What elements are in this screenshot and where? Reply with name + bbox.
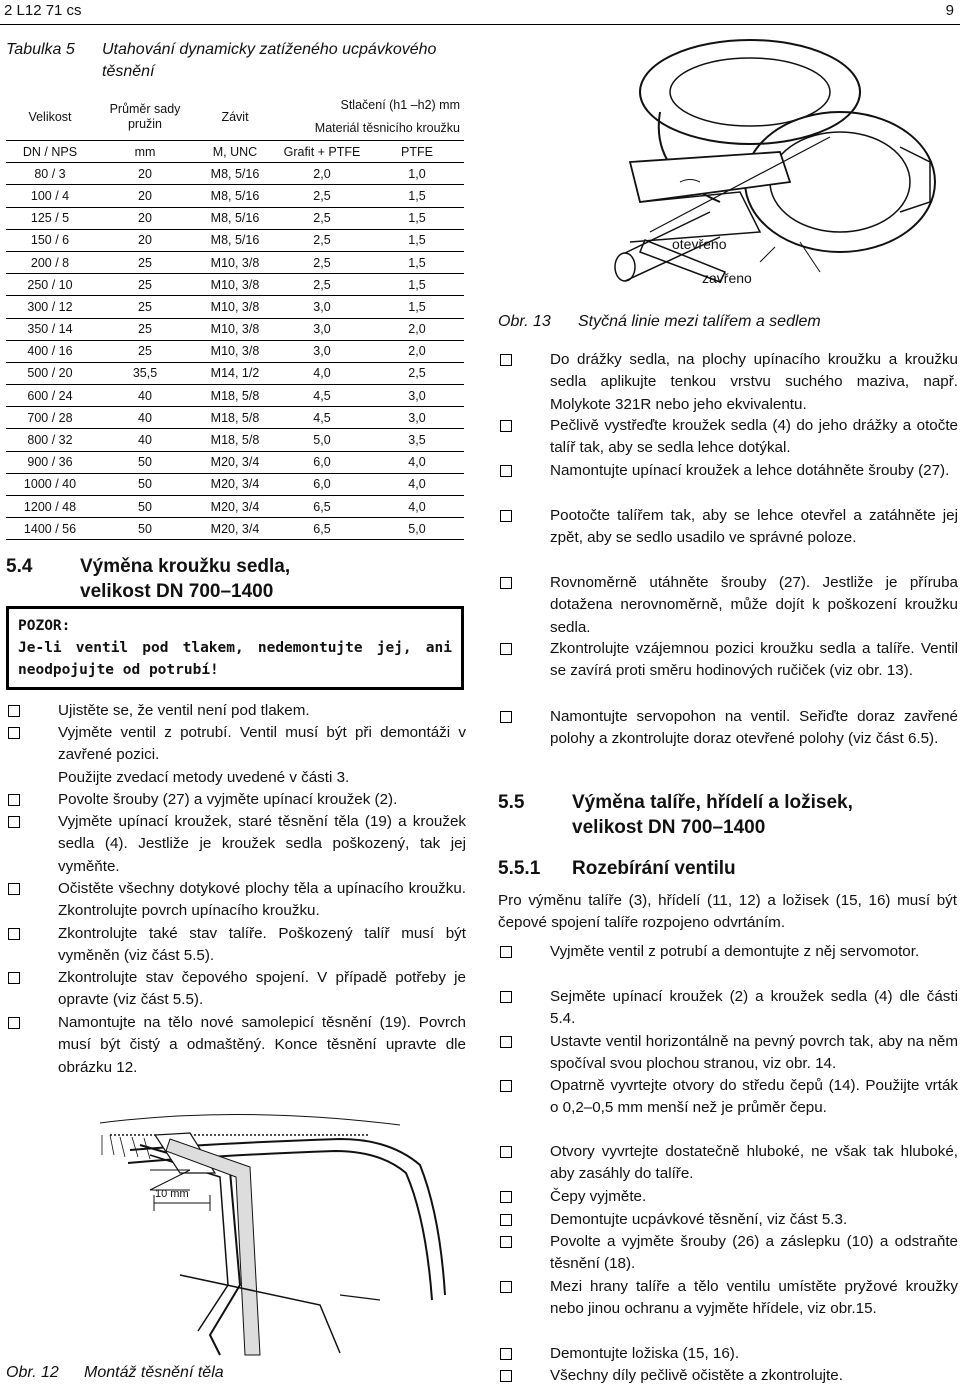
list-item: Vyjměte ventil z potrubí. Ventil musí být při demontáži v zavřené pozici. xyxy=(58,724,466,764)
checkbox-icon xyxy=(8,928,20,940)
list-item: Povolte a vyjměte šrouby (26) a záslepku (10) a odstraňte těsnění (18). xyxy=(550,1233,958,1273)
list-item: Zkontrolujte také stav talíře. Poškozený talíř musí být vyměněn (viz část 5.5). xyxy=(58,925,466,965)
table-cell: M10, 3/8 xyxy=(196,251,274,273)
list-item: Pootočte talířem tak, aby se lehce otevřel a zatáhněte jej zpět, aby se sedlo usadilo ve správné poloze. xyxy=(550,507,958,547)
section-5-5-1-number: 5.5.1 xyxy=(498,858,541,879)
table-cell: 500 / 20 xyxy=(6,362,94,384)
list-item: Zkontrolujte stav čepového spojení. V případě potřeby je opravte (viz část 5.5). xyxy=(58,969,466,1009)
checkbox-icon xyxy=(500,354,512,366)
th-springs: Průměr sady pružin xyxy=(94,94,196,141)
table-cell: M20, 3/4 xyxy=(196,518,274,540)
checkbox-icon xyxy=(8,1017,20,1029)
table-cell: 350 / 14 xyxy=(6,318,94,340)
table-row xyxy=(6,407,464,429)
table-row xyxy=(6,385,464,407)
table-cell: M10, 3/8 xyxy=(196,274,274,296)
table-cell: 100 / 4 xyxy=(6,185,94,207)
table-cell: 40 xyxy=(94,385,196,407)
list-item: Pečlivě vystřeďte kroužek sedla (4) do jeho drážky a otočte talíř tak, aby se sedla lehce dotýkal. xyxy=(550,417,958,457)
table-cell: 35,5 xyxy=(94,362,196,384)
doc-code: 2 L12 71 cs xyxy=(4,2,82,19)
checkbox-icon xyxy=(500,1348,512,1360)
table-cell: 700 / 28 xyxy=(6,407,94,429)
table-cell: 800 / 32 xyxy=(6,429,94,451)
checkbox-icon xyxy=(500,1281,512,1293)
table-row xyxy=(6,429,464,451)
table-cell: 5,0 xyxy=(274,429,370,451)
figure-12-caption: Montáž těsnění těla xyxy=(84,1364,224,1381)
table-cell: 2,5 xyxy=(274,207,370,229)
table-cell: 3,0 xyxy=(370,407,464,429)
table-cell: M20, 3/4 xyxy=(196,473,274,495)
list-item: Namontujte upínací kroužek a lehce dotáhněte šrouby (27). xyxy=(550,462,950,479)
unit-cell: mm xyxy=(94,141,196,163)
list-item: Ujistěte se, že ventil není pod tlakem. xyxy=(58,702,310,719)
table-cell: M8, 5/16 xyxy=(196,185,274,207)
table-cell: 2,5 xyxy=(274,274,370,296)
table-row xyxy=(6,251,464,273)
checkbox-icon xyxy=(8,972,20,984)
th-thread: Závit xyxy=(196,94,274,141)
table-cell: M10, 3/8 xyxy=(196,340,274,362)
unit-cell: Grafit + PTFE xyxy=(274,141,370,163)
table-row xyxy=(6,207,464,229)
table-cell: 3,0 xyxy=(274,296,370,318)
checkbox-icon xyxy=(8,794,20,806)
table-cell: 1,0 xyxy=(370,163,464,185)
table-cell: 2,5 xyxy=(274,185,370,207)
table-cell: 3,0 xyxy=(274,340,370,362)
table-cell: 4,0 xyxy=(370,496,464,518)
table-cell: M8, 5/16 xyxy=(196,163,274,185)
section-5-4-title-line2: velikost DN 700–1400 xyxy=(80,581,274,602)
table-cell: 50 xyxy=(94,473,196,495)
table-cell: 25 xyxy=(94,251,196,273)
checkbox-icon xyxy=(500,510,512,522)
list-item: Vyjměte upínací kroužek, staré těsnění těla (19) a kroužek sedla (4). Jestliže je kroužek sedla poškozený, tak jej vyměňte. xyxy=(58,813,466,875)
dimension-label: 10 mm xyxy=(155,1188,189,1200)
table-cell: 40 xyxy=(94,429,196,451)
table-cell: 6,0 xyxy=(274,473,370,495)
units-row xyxy=(6,141,464,163)
table-cell: 1,5 xyxy=(370,251,464,273)
closed-label: zavřeno xyxy=(702,270,752,286)
table-cell: M8, 5/16 xyxy=(196,229,274,251)
list-item: Opatrně vyvrtejte otvory do středu čepů (14). Použijte vrták o 0,2–0,5 mm menší než je průměr čepu. xyxy=(550,1077,958,1117)
checkbox-icon xyxy=(500,946,512,958)
table-cell: 900 / 36 xyxy=(6,451,94,473)
table-cell: 25 xyxy=(94,296,196,318)
unit-cell: M, UNC xyxy=(196,141,274,163)
section-5-5-title-line2: velikost DN 700–1400 xyxy=(572,817,766,838)
table-cell: 25 xyxy=(94,318,196,340)
list-item: Použijte zvedací metody uvedené v části 3. xyxy=(58,769,350,786)
table-cell: M10, 3/8 xyxy=(196,296,274,318)
table-cell: 2,0 xyxy=(370,318,464,340)
table-cell: M14, 1/2 xyxy=(196,362,274,384)
table-cell: 3,0 xyxy=(370,385,464,407)
table-cell: M18, 5/8 xyxy=(196,385,274,407)
list-item: Mezi hrany talíře a tělo ventilu umístěte pryžové kroužky nebo jinou ochranu a vyjměte hřídele, viz obr.15. xyxy=(550,1278,958,1318)
list-item: Ustavte ventil horizontálně na pevný povrch tak, aby na něm spočíval svou plochou stranou, viz obr. 14. xyxy=(550,1033,958,1073)
checkbox-icon xyxy=(500,1191,512,1203)
checkbox-icon xyxy=(8,727,20,739)
checkbox-icon xyxy=(500,465,512,477)
th-material: Materiál těsnicího kroužku xyxy=(274,117,464,141)
section-5-5-1-title: Rozebírání ventilu xyxy=(572,858,736,879)
table-cell: 2,0 xyxy=(274,163,370,185)
checkbox-icon xyxy=(8,705,20,717)
table-row xyxy=(6,518,464,540)
th-size: Velikost xyxy=(6,94,94,141)
list-item: Demontujte ložiska (15, 16). xyxy=(550,1345,740,1362)
table-cell: 50 xyxy=(94,496,196,518)
table-cell: 20 xyxy=(94,207,196,229)
table-cell: 80 / 3 xyxy=(6,163,94,185)
table-cell: M20, 3/4 xyxy=(196,496,274,518)
list-item: Otvory vyvrtejte dostatečně hluboké, ne však tak hluboké, aby zasáhly do talíře. xyxy=(550,1143,958,1183)
list-item: Namontujte servopohon na ventil. Seřiďte doraz zavřené polohy a zkontrolujte doraz otevřené polohy (viz část 6.5). xyxy=(550,708,958,748)
table-cell: 400 / 16 xyxy=(6,340,94,362)
list-item: Všechny díly pečlivě očistěte a zkontrolujte. xyxy=(550,1367,843,1384)
section-5-4-number: 5.4 xyxy=(6,556,33,577)
table-cell: M20, 3/4 xyxy=(196,451,274,473)
open-label: otevřeno xyxy=(672,236,727,252)
checkbox-icon xyxy=(500,643,512,655)
list-item: Demontujte ucpávkové těsnění, viz část 5.3. xyxy=(550,1211,848,1228)
table-cell: 50 xyxy=(94,518,196,540)
table-row xyxy=(6,362,464,384)
table-row xyxy=(6,496,464,518)
table-cell: 1200 / 48 xyxy=(6,496,94,518)
table-cell: 6,0 xyxy=(274,451,370,473)
table-cell: 4,5 xyxy=(274,407,370,429)
table-cell: 2,5 xyxy=(274,229,370,251)
warning-title: POZOR: xyxy=(18,618,71,634)
checkbox-icon xyxy=(8,816,20,828)
table-cell: 2,0 xyxy=(370,340,464,362)
section-5-5-1-intro: Pro výměnu talíře (3), hřídelí (11, 12) a ložisek (15, 16) musí být čepové spojení talíře rozpojeno odvrtáním. xyxy=(498,892,957,932)
section-5-4-title-line1: Výměna kroužku sedla, xyxy=(80,556,291,577)
list-item: Sejměte upínací kroužek (2) a kroužek sedla (4) dle části 5.4. xyxy=(550,988,958,1028)
table-title-line1: Utahování dynamicky zatíženého ucpávkového xyxy=(102,41,437,58)
list-item: Rovnoměrně utáhněte šrouby (27). Jestliže je příruba dotažena nerovnoměrně, může dojít k poškození kroužku sedla. xyxy=(550,574,958,636)
figure-13-caption: Styčná linie mezi talířem a sedlem xyxy=(578,313,821,330)
checkbox-icon xyxy=(500,577,512,589)
checkbox-icon xyxy=(500,1370,512,1382)
figure-13-label: Obr. 13 xyxy=(498,313,551,330)
table-row xyxy=(6,340,464,362)
checkbox-icon xyxy=(500,1080,512,1092)
table-cell: 6,5 xyxy=(274,518,370,540)
table-cell: 125 / 5 xyxy=(6,207,94,229)
checkbox-icon xyxy=(500,420,512,432)
checkbox-icon xyxy=(500,1214,512,1226)
seal-figure xyxy=(40,1095,450,1365)
section-5-5-title-line1: Výměna talíře, hřídelí a ložisek, xyxy=(572,792,853,813)
table-cell: 300 / 12 xyxy=(6,296,94,318)
th-compression: Stlačení (h1 –h2) mm xyxy=(340,98,460,113)
list-item: Očistěte všechny dotykové plochy těla a upínacího kroužku. Zkontrolujte povrch upínacího kroužku. xyxy=(58,880,466,920)
section-5-5-number: 5.5 xyxy=(498,792,525,813)
table-cell: 20 xyxy=(94,185,196,207)
table-row xyxy=(6,185,464,207)
spec-table xyxy=(6,94,464,540)
table-cell: 25 xyxy=(94,340,196,362)
table-row xyxy=(6,296,464,318)
checkbox-icon xyxy=(500,1036,512,1048)
table-row xyxy=(6,274,464,296)
valve-figure xyxy=(600,32,950,307)
table-cell: 1,5 xyxy=(370,185,464,207)
table-cell: M18, 5/8 xyxy=(196,407,274,429)
list-item: Čepy vyjměte. xyxy=(550,1188,647,1205)
table-title-line2: těsnění xyxy=(102,63,155,80)
table-cell: 4,0 xyxy=(370,451,464,473)
table-cell: 40 xyxy=(94,407,196,429)
figure-12-label: Obr. 12 xyxy=(6,1364,59,1381)
table-cell: 1,5 xyxy=(370,229,464,251)
table-cell: 4,0 xyxy=(370,473,464,495)
table-cell: 4,0 xyxy=(274,362,370,384)
table-cell: 1000 / 40 xyxy=(6,473,94,495)
list-item: Namontujte na tělo nové samolepicí těsnění (19). Povrch musí být čistý a odmaštěný. Konce těsnění upravte dle obrázku 12. xyxy=(58,1014,466,1076)
table-cell: 1,5 xyxy=(370,274,464,296)
list-item: Vyjměte ventil z potrubí a demontujte z něj servomotor. xyxy=(550,943,920,960)
table-cell: 20 xyxy=(94,229,196,251)
table-row xyxy=(6,318,464,340)
table-cell: 6,5 xyxy=(274,496,370,518)
checkbox-icon xyxy=(8,883,20,895)
table-cell: 5,0 xyxy=(370,518,464,540)
page-number: 9 xyxy=(945,2,954,19)
table-row xyxy=(6,229,464,251)
table-cell: 1,5 xyxy=(370,296,464,318)
header-rule xyxy=(0,24,960,25)
table-row xyxy=(6,451,464,473)
table-cell: M18, 5/8 xyxy=(196,429,274,451)
table-cell: 250 / 10 xyxy=(6,274,94,296)
table-cell: 25 xyxy=(94,274,196,296)
warning-box xyxy=(6,606,464,690)
checkbox-icon xyxy=(500,1236,512,1248)
table-cell: 200 / 8 xyxy=(6,251,94,273)
table-cell: 4,5 xyxy=(274,385,370,407)
table-cell: M10, 3/8 xyxy=(196,318,274,340)
table-cell: 2,5 xyxy=(274,251,370,273)
list-item: Do drážky sedla, na plochy upínacího kroužku a kroužku sedla aplikujte tenkou vrstvu suchého maziva, např. Molykote 321R nebo jeho ekvivalentu. xyxy=(550,351,958,413)
table-cell: 150 / 6 xyxy=(6,229,94,251)
unit-cell: DN / NPS xyxy=(6,141,94,163)
table-cell: 50 xyxy=(94,451,196,473)
unit-cell: PTFE xyxy=(370,141,464,163)
table-row xyxy=(6,473,464,495)
checkbox-icon xyxy=(500,711,512,723)
table-cell: M8, 5/16 xyxy=(196,207,274,229)
table-cell: 1,5 xyxy=(370,207,464,229)
table-cell: 20 xyxy=(94,163,196,185)
table-cell: 600 / 24 xyxy=(6,385,94,407)
table-row xyxy=(6,163,464,185)
table-cell: 3,0 xyxy=(274,318,370,340)
warning-text: Je-li ventil pod tlakem, nedemontujte jej, ani neodpojujte od potrubí! xyxy=(18,640,452,678)
table-label: Tabulka 5 xyxy=(6,41,75,58)
checkbox-icon xyxy=(500,1146,512,1158)
table-cell: 1400 / 56 xyxy=(6,518,94,540)
table-cell: 3,5 xyxy=(370,429,464,451)
list-item: Zkontrolujte vzájemnou pozici kroužku sedla a talíře. Ventil se zavírá proti směru hodinových ručiček (viz obr. 13). xyxy=(550,640,958,680)
list-item: Povolte šrouby (27) a vyjměte upínací kroužek (2). xyxy=(58,791,398,808)
table-cell: 2,5 xyxy=(370,362,464,384)
checkbox-icon xyxy=(500,991,512,1003)
